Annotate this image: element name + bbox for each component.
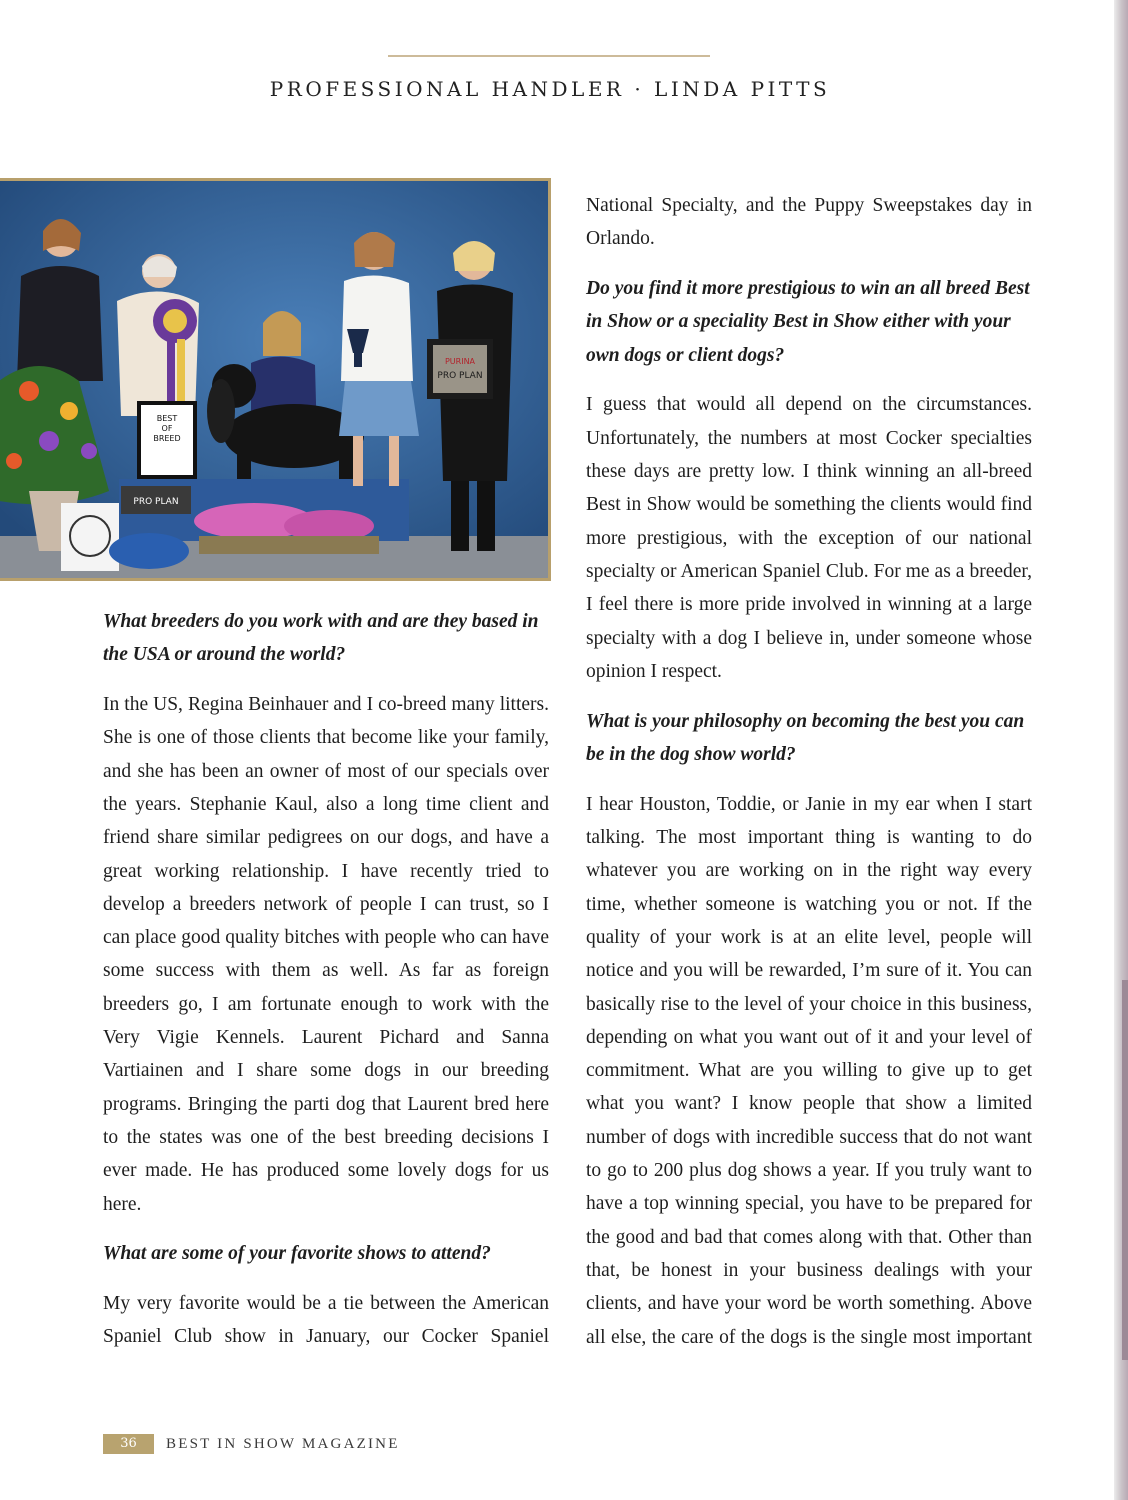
magazine-name: BEST IN SHOW MAGAZINE — [166, 1435, 400, 1452]
left-column — [103, 605, 549, 1370]
card-line-1: BEST — [156, 414, 178, 423]
question-favorite-shows: What are some of your favorite shows to attend? — [103, 1243, 491, 1265]
best-of-breed-card — [139, 403, 195, 477]
page-number: 36 — [103, 1434, 154, 1454]
question-breeders: What breeders do you work with and are they based in the USA or around the world? — [103, 611, 539, 666]
card-line-2: OF — [161, 424, 173, 433]
box-brand-text: PRO PLAN — [133, 497, 179, 507]
page-header: PROFESSIONAL HANDLER · LINDA PITTS — [269, 77, 831, 101]
blue-glass-award — [109, 533, 189, 569]
page-footer — [103, 1434, 400, 1454]
question-philosophy: What is your philosophy on becoming the best you can be in the dog show world? — [586, 710, 1025, 765]
purina-sign — [427, 339, 493, 399]
sign-brand-text: PURINA — [444, 357, 476, 366]
page-edge-accent — [1122, 980, 1128, 1360]
akc-plaque — [61, 503, 119, 571]
answer-favorite-shows: My very favorite would be a tie between the American Spaniel Club show in January, our Cocker Spaniel — [103, 1293, 549, 1348]
purina-box — [121, 486, 191, 514]
question-prestige: Do you find it more prestigious to win an all breed Best in Show or a speciality Best in Show either with your own dogs or client dogs? — [586, 278, 1030, 366]
answer-breeders: In the US, Regina Beinhauer and I co-breed many litters. She is one of those clients that become like your family, and she has been an owner of most of our specials over the years. Stephanie Kaul, also a long time client and friend share similar pedigrees on our dogs, and have a great working relationship. I have recently tried to develop a breeders network of people I can trust, so I can place good quality bitches with people who can have some success with them as well. As far as foreign breeders go, I am fortunate enough to work with the Very Vigie Kennels. Laurent Pichard and Sanna Vartiainen and I share some dogs in our breeding programs. Bringing the parti dog that Laurent bred here to the states was one of the best breeding decisions I ever made. He has produced some lovely dogs for us here. — [103, 694, 549, 1215]
answer-favorite-shows-cont: National Specialty, and the Puppy Sweepstakes day in Orlando. — [586, 195, 1032, 250]
show-photo — [0, 178, 551, 581]
show-photo-illustration — [0, 181, 548, 578]
answer-philosophy: I hear Houston, Toddie, or Janie in my ear when I start talking. The most important thing is wanting to do whatever you are working on in the right way every time, whether someone is watching you or not. If the quality of your work is at an elite level, people will notice and you will be rewarded, I’m sure of it. You can basically rise to the level of your choice in this business, depending on what you want out of it and your level of commitment. What are you willing to give up to get what you want? I know people that show a limited number of dogs with incredible success that do not want to go to 200 plus dog shows a year. If you truly want to have a top winning special, you have to be prepared for the good and bad that comes along with that. Other than that, be honest in your business dealings with your clients, and have your word be worth something. Above all else, the care of the dogs is the single most important — [586, 793, 1032, 1348]
answer-prestige: I guess that would all depend on the circumstances. Unfortunately, the numbers at most Cocker specialties these days are pretty low. I think winning an all-breed Best in Show would be something the clients would find more prestigious, with the exception of our national specialty or American Spaniel Club. For me as a breeder, I feel there is more pride involved in winning at a large specialty with a dog I believe in, under someone whose opinion I respect. — [586, 394, 1032, 682]
sign-text: PRO PLAN — [437, 371, 483, 381]
header-rule — [388, 55, 710, 57]
card-line-3: BREED — [153, 434, 181, 443]
right-column — [586, 189, 1032, 1370]
